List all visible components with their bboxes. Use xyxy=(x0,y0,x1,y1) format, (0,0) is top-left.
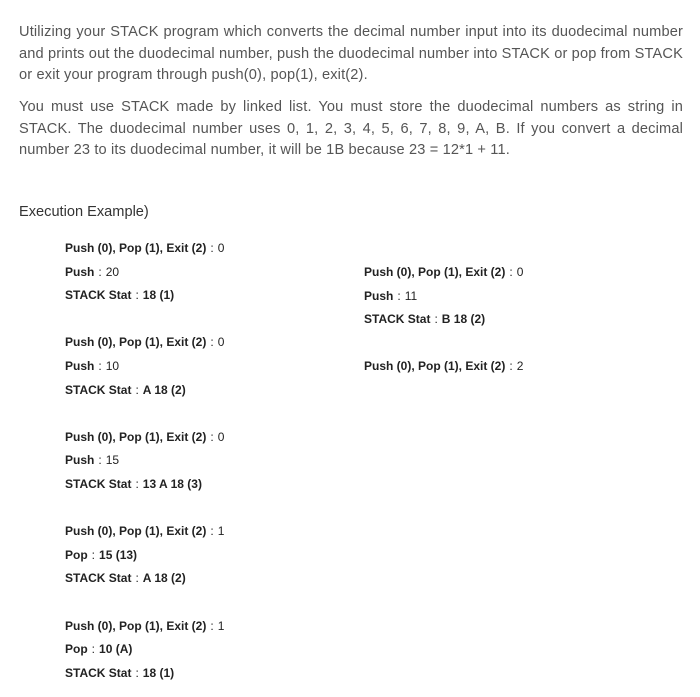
spacer-line xyxy=(364,332,523,356)
execution-block xyxy=(65,331,224,402)
menu-prompt-line: Push (0), Pop (1), Exit (2) : 0 xyxy=(364,265,524,279)
menu-prompt-line: Push (0), Pop (1), Exit (2) : 0 xyxy=(65,241,225,255)
operation-line: Pop : 15 (13) xyxy=(65,547,138,562)
problem-description-paragraph: Utilizing your STACK program which converts the decimal number input into its duodecimal number and prints out the duodecimal number, push the duodecimal number into STACK or pop from STACK or exit your program through push(0), pop(1), exit(2). xyxy=(19,24,683,83)
stack-stat-line: STACK Stat : A 18 (2) xyxy=(65,382,186,397)
execution-block xyxy=(364,355,523,379)
operation-line: Push : 20 xyxy=(65,264,120,279)
execution-block xyxy=(364,261,523,332)
execution-block xyxy=(65,615,224,686)
execution-right-column xyxy=(364,261,523,379)
requirements-paragraph: You must use STACK made by linked list. You must store the duodecimal numbers as string in STACK. The duodecimal number uses 0, 1, 2, 3, 4, 5, 6, 7, 8, 9, A, B. If you convert a decimal number 23 to its duodecimal number, it will be 1B because 23 = 12*1 + 11. xyxy=(19,99,683,158)
execution-block xyxy=(65,426,224,497)
menu-prompt-line: Push (0), Pop (1), Exit (2) : 1 xyxy=(65,524,225,539)
operation-line: Push : 11 xyxy=(364,288,418,303)
execution-left-column xyxy=(65,237,224,685)
menu-prompt-line: Push (0), Pop (1), Exit (2) : 0 xyxy=(65,429,225,444)
menu-prompt-line: Push (0), Pop (1), Exit (2) : 1 xyxy=(65,618,225,633)
operation-line: Push : 15 xyxy=(65,453,120,468)
execution-example-heading: Execution Example) xyxy=(19,204,149,220)
operation-line: Pop : 10 (A) xyxy=(65,642,133,657)
stack-stat-line: STACK Stat : 13 A 18 (3) xyxy=(65,476,202,491)
execution-block xyxy=(65,520,224,591)
stack-stat-line: STACK Stat : A 18 (2) xyxy=(65,571,186,586)
menu-prompt-line: Push (0), Pop (1), Exit (2) : 0 xyxy=(65,335,225,350)
stack-stat-line: STACK Stat : 18 (1) xyxy=(65,288,175,303)
stack-stat-line: STACK Stat : 18 (1) xyxy=(65,665,175,680)
operation-line: Push : 10 xyxy=(65,358,120,373)
execution-block xyxy=(65,237,224,308)
stack-stat-line: STACK Stat : B 18 (2) xyxy=(364,312,486,327)
menu-prompt-line: Push (0), Pop (1), Exit (2) : 2 xyxy=(364,359,524,374)
